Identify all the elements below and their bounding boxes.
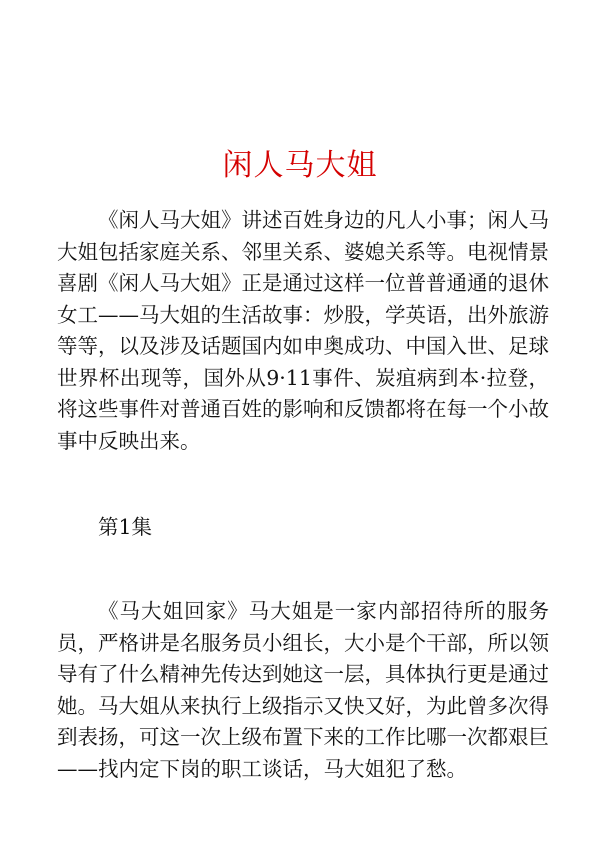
intro-paragraph: 《闲人马大姐》讲述百姓身边的凡人小事；闲人马大姐包括家庭关系、邻里关系、婆媳关系等。电视情景喜剧《闲人马大姐》正是通过这样一位普普通通的退休女工——马大姐的生活故事：炒股，学英语，出外旅游等等，以及涉及话题国内如申奥成功、中国入世、足球世界杯出现等，国外从9·11事件、炭疽病到本·拉登，将这些事件对普通百姓的影响和反馈都将在每一个小故事中反映出来。 — [57, 208, 549, 453]
episode-heading: 第1集 — [98, 515, 153, 539]
document-title: 闲人马大姐 — [222, 148, 378, 183]
episode-paragraph: 《马大姐回家》马大姐是一家内部招待所的服务员，严格讲是名服务员小组长，大小是个干部，所以领导有了什么精神先传达到她这一层，具体执行更是通过她。马大姐从来执行上级指示又快又好，为此曾多次得到表扬，可这一次上级布置下来的工作比哪一次都艰巨——找内定下岗的职工谈话，马大姐犯了愁。 — [57, 599, 549, 781]
